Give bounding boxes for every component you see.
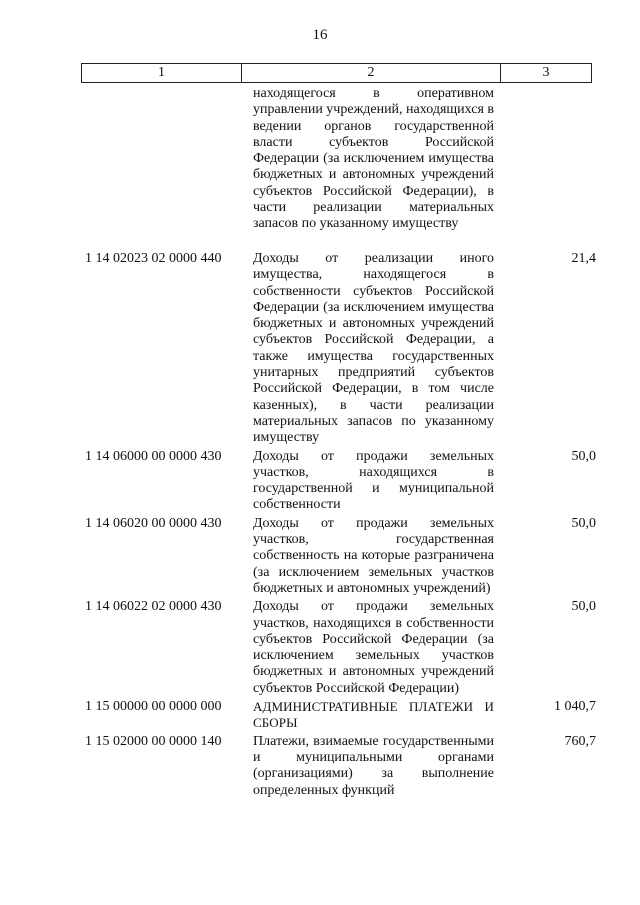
row-amount: 50,0 — [571, 448, 596, 464]
row-code: 1 14 06022 02 0000 430 — [85, 599, 222, 615]
row-description: Доходы от реализации иного имущества, находящегося в собственности субъектов Российской Федерации (за исключением имущества бюджетных и автономных учреждений субъектов Российской Федерации, а также имущества государственных унитарных предприятий субъектов Российской Федерации, в том числе казенных), в части реализации материальных запасов по указанному имуществу — [253, 251, 494, 446]
table-row — [81, 449, 596, 514]
page-number: 16 — [312, 27, 328, 43]
row-description: АДМИНИСТРАТИВНЫЕ ПЛАТЕЖИ И СБОРЫ — [253, 699, 494, 731]
row-code — [81, 86, 253, 249]
row-description: находящегося в оперативном управлении учреждений, находящихся в ведении органов государственной власти субъектов Российской Федерации (за исключением имущества бюджетных и автономных учреждений субъектов Российской Федерации), в части реализации материальных запасов по указанному имуществу — [253, 86, 495, 232]
row-description: Платежи, взимаемые государственными и муниципальными органами (организациями) за выполнение определенных функций — [253, 733, 494, 798]
table-body — [81, 86, 596, 801]
table-row — [81, 699, 596, 732]
row-code: 1 15 02000 00 0000 140 — [85, 733, 222, 749]
row-code: 1 14 06000 00 0000 430 — [85, 448, 222, 464]
table-header — [81, 63, 592, 83]
row-code: 1 14 06020 00 0000 430 — [85, 515, 222, 531]
column-header-1: 1 — [82, 64, 242, 82]
row-code: 1 14 02023 02 0000 440 — [85, 251, 222, 266]
row-amount — [494, 86, 596, 249]
column-header-2: 2 — [242, 64, 501, 82]
table-row — [81, 251, 596, 447]
row-description: Доходы от продажи земельных участков, находящихся в собственности субъектов Российской Федерации (за исключением земельных участков бюджетных и автономных учреждений субъектов Российской Федерации) — [253, 599, 494, 696]
row-code: 1 15 00000 00 0000 000 — [85, 699, 222, 715]
table-row — [81, 516, 596, 597]
row-description: Доходы от продажи земельных участков, государственная собственность на которые разграничена (за исключением земельных участков бюджетных и автономных учреждений) — [253, 515, 494, 596]
row-amount: 21,4 — [571, 251, 596, 266]
row-amount: 50,0 — [571, 515, 596, 531]
row-amount: 50,0 — [571, 599, 596, 615]
table-row — [81, 599, 596, 697]
column-header-3: 3 — [542, 65, 550, 80]
table-row — [81, 734, 596, 799]
table-row — [81, 86, 596, 249]
row-amount: 760,7 — [564, 733, 596, 749]
row-description: Доходы от продажи земельных участков, находящихся в государственной и муниципальной собственности — [253, 448, 494, 513]
row-amount: 1 040,7 — [554, 699, 596, 715]
